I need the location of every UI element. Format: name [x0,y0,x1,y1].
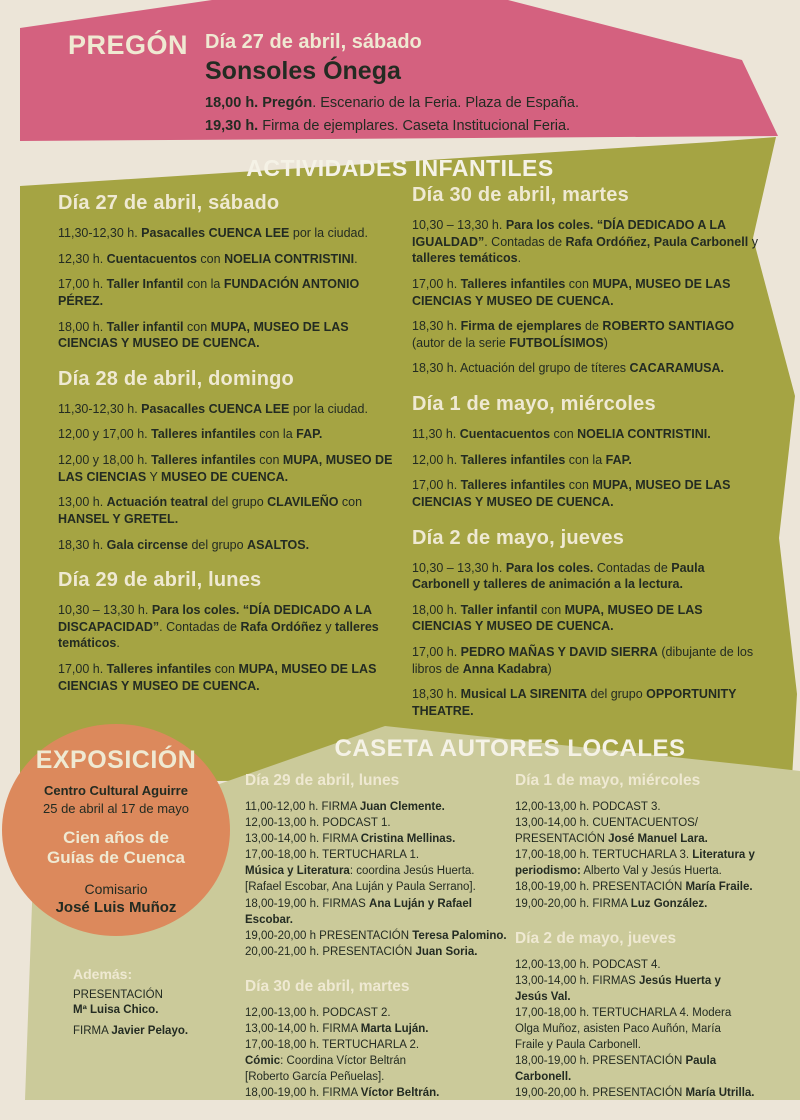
event-line: 13,00-14,00 h. FIRMAS Jesús Huerta y [515,974,721,987]
event-line: PRESENTACIÓN José Manuel Lara. [515,833,708,846]
day-heading: Día 30 de abril, martes [245,977,410,995]
event-line: Cómic: Coordina Víctor Beltrán [245,1055,407,1068]
event-line: Mª Luisa Chico. [73,1003,159,1016]
event-line: 12,00 h. Talleres infantiles con la FAP. [412,452,632,467]
event-line: Carbonell. [515,1071,572,1084]
event-line: 17,00 h. PEDRO MAÑAS Y DAVID SIERRA (dibujante de los libros de Anna Kadabra) [412,645,754,676]
event-list [412,217,764,377]
event-line: 12,30 h. Cuentacuentos con NOELIA CONTRISTINI. [58,251,358,266]
day-heading: Día 29 de abril, lunes [245,772,400,789]
exposicion-name-line1: Cien años de [63,828,169,847]
event-line: 12,00-13,00 h. PODCAST 3. [515,801,661,813]
event-line: 17,00 h. Talleres infantiles con MUPA, MUSEO DE LAS CIENCIAS Y MUSEO DE CUENCA. [412,276,731,308]
caseta-title: CASETA AUTORES LOCALES [334,735,686,762]
event-line: 11,00-12,00 h. FIRMA Juan Clemente. [245,801,445,813]
event-line: 18,00 h. Taller infantil con MUPA, MUSEO DE LAS CIENCIAS Y MUSEO DE CUENCA. [412,602,703,634]
day-section [412,184,764,377]
pregon-body [205,31,765,138]
day-section [245,978,513,1102]
exposicion-name [10,828,222,869]
day-section [58,192,404,352]
event-line: 12,00-13,00 h. PODCAST 4. [515,958,661,971]
event-line: 13,00 h. Actuación teatral del grupo CLAVILEÑO con HANSEL Y GRETEL. [58,495,363,526]
event-line: 17,00 h. Talleres infantiles con MUPA, MUSEO DE LAS CIENCIAS Y MUSEO DE CUENCA. [412,478,731,509]
event-line: Fraile y Paula Carbonell. [515,1039,641,1052]
event-line: 10,30 – 13,30 h. Para los coles. “DÍA DEDICADO A LA IGUALDAD”. Contadas de Rafa Ordóñez, Paula Carbonell y talleres temáticos. [412,218,758,266]
day-section [412,527,764,720]
ademas-heading: Además: [73,966,133,982]
day-heading: Día 1 de mayo, miércoles [412,393,656,415]
event-line: PRESENTACIÓN [73,989,163,1001]
event-line: 19,30 h. Firma de ejemplares. Caseta Institucional Feria. [205,117,571,134]
event-line: 18,00-19,00 h. PRESENTACIÓN María Fraile. [515,881,753,894]
day-section [412,393,764,511]
day-heading: Día 2 de mayo, jueves [412,526,625,549]
event-list [245,1005,513,1102]
event-line: 12,00 y 17,00 h. Talleres infantiles con la FAP. [58,427,323,442]
infantiles-right-column [412,184,764,736]
event-line: 19,00-20,00 h. FIRMA Luz González. [515,897,708,910]
exposicion-dates: 25 de abril al 17 de mayo [43,801,189,816]
event-line: 10,30 – 13,30 h. Para los coles. “DÍA DEDICADO A LA DISCAPACIDAD”. Contadas de Rafa Ordóñez y talleres temáticos. [58,603,379,651]
day-heading: Día 27 de abril, sábado [58,192,280,214]
event-line: Música y Literatura: coordina Jesús Huerta. [245,865,475,878]
event-line: 17,00-18,00 h. TERTUCHARLA 1. [245,849,420,862]
event-line: [Roberto García Peñuelas]. [245,1071,385,1084]
event-line: 12,00-13,00 h. PODCAST 1. [245,817,391,830]
event-line: 11,30-12,30 h. Pasacalles CUENCA LEE por la ciudad. [58,401,368,416]
event-list [58,401,404,553]
curator-name: José Luis Muñoz [55,898,177,916]
caseta-right-column [515,772,783,1120]
pregon-speaker: Sonsoles Ónega [205,57,401,85]
day-section [515,772,783,912]
event-line: 20,00-21,00 h. PRESENTACIÓN Juan Soria. [245,945,478,958]
day-section [245,772,513,960]
event-line: 12,00-13,00 h. PODCAST 2. [245,1006,391,1019]
event-line: 11,30-12,30 h. Pasacalles CUENCA LEE por la ciudad. [58,226,368,240]
exposicion-title: EXPOSICIÓN [35,746,197,774]
event-line: 18,30 h. Gala circense del grupo ASALTOS. [58,537,310,552]
event-line: 18,00 h. Pregón. Escenario de la Feria. Plaza de España. [205,95,579,111]
ademas-block [73,966,253,1039]
day-heading: Día 1 de mayo, miércoles [515,772,701,789]
pregon-date: Día 27 de abril, sábado [205,31,422,53]
event-line: 17,00-18,00 h. TERTUCHARLA 2. [245,1039,420,1052]
day-heading: Día 29 de abril, lunes [58,569,262,592]
event-line: 12,00 y 18,00 h. Talleres infantiles con MUPA, MUSEO DE LAS CIENCIAS Y MUSEO DE CUENCA. [58,453,393,484]
caseta-left-column [245,772,513,1120]
event-line: 17,00-18,00 h. TERTUCHARLA 3. Literatura y [515,849,755,862]
day-heading: Día 2 de mayo, jueves [515,929,677,947]
event-line: Escobar. [245,913,293,926]
pregon-label: PREGÓN [68,30,189,60]
event-line: 19,00-20,00 h. PRESENTACIÓN María Utrilla. [515,1087,755,1100]
exposicion-name-line2: Guías de Cuenca [47,848,185,868]
event-line: 18,30 h. Actuación del grupo de títeres CACARAMUSA. [412,361,724,376]
event-line: 18,00-19,00 h. FIRMA Víctor Beltrán. [245,1087,440,1100]
pregon-schedule [205,92,765,138]
event-line: 17,00-18,00 h. TERTUCHARLA 4. Modera [515,1006,732,1019]
day-heading: Día 30 de abril, martes [412,184,629,206]
infantiles-left-column [58,192,404,710]
event-line: FIRMA Javier Pelayo. [73,1024,189,1037]
event-line: 13,00-14,00 h. FIRMA Cristina Mellinas. [245,833,456,846]
event-list [58,225,404,352]
curator-label: Comisario [84,880,148,897]
event-line: 17,00 h. Taller Infantil con la FUNDACIÓN ANTONIO PÉREZ. [58,277,360,308]
ademas-list [73,988,253,1039]
event-line: [Rafael Escobar, Ana Luján y Paula Serrano]. [245,881,476,894]
event-line: 18,00 h. Taller infantil con MUPA, MUSEO DE LAS CIENCIAS Y MUSEO DE CUENCA. [58,319,349,351]
event-list [245,799,513,960]
event-list [412,560,764,720]
event-line: 19,00-20,00 h PRESENTACIÓN Teresa Palomino. [245,929,507,942]
event-list [515,799,783,912]
event-line: Jesús Val. [515,990,571,1003]
day-section [58,569,404,694]
event-line: 18,00-19,00 h. PRESENTACIÓN Paula [515,1055,717,1068]
event-list [58,602,404,694]
exposicion-content [10,746,222,916]
event-line: 18,00-19,00 h. FIRMAS Ana Luján y Rafael [245,897,472,910]
infantiles-title: ACTIVIDADES INFANTILES [246,155,554,181]
event-line: 13,00-14,00 h. FIRMA Marta Luján. [245,1023,429,1036]
event-line: Olga Muñoz, asisten Paco Auñón, María [515,1023,721,1036]
event-line: 10,30 – 13,30 h. Para los coles. Contadas de Paula Carbonell y talleres de animación a la lectura. [412,560,705,592]
day-section [515,930,783,1102]
event-line: 17,00 h. Talleres infantiles con MUPA, MUSEO DE LAS CIENCIAS Y MUSEO DE CUENCA. [58,662,377,693]
day-heading: Día 28 de abril, domingo [58,367,294,390]
event-line: periodismo: Alberto Val y Jesús Huerta. [515,865,722,878]
event-line: 13,00-14,00 h. CUENTACUENTOS/ [515,817,699,830]
event-line: 18,30 h. Musical LA SIRENITA del grupo OPPORTUNITY THEATRE. [412,687,737,718]
event-list [412,426,764,511]
event-line: 18,30 h. Firma de ejemplares de ROBERTO SANTIAGO (autor de la serie FUTBOLÍSIMOS) [412,319,735,350]
exposicion-venue: Centro Cultural Aguirre [44,783,188,798]
event-list [515,957,783,1102]
day-section [58,368,404,553]
event-line: 11,30 h. Cuentacuentos con NOELIA CONTRISTINI. [412,427,711,441]
